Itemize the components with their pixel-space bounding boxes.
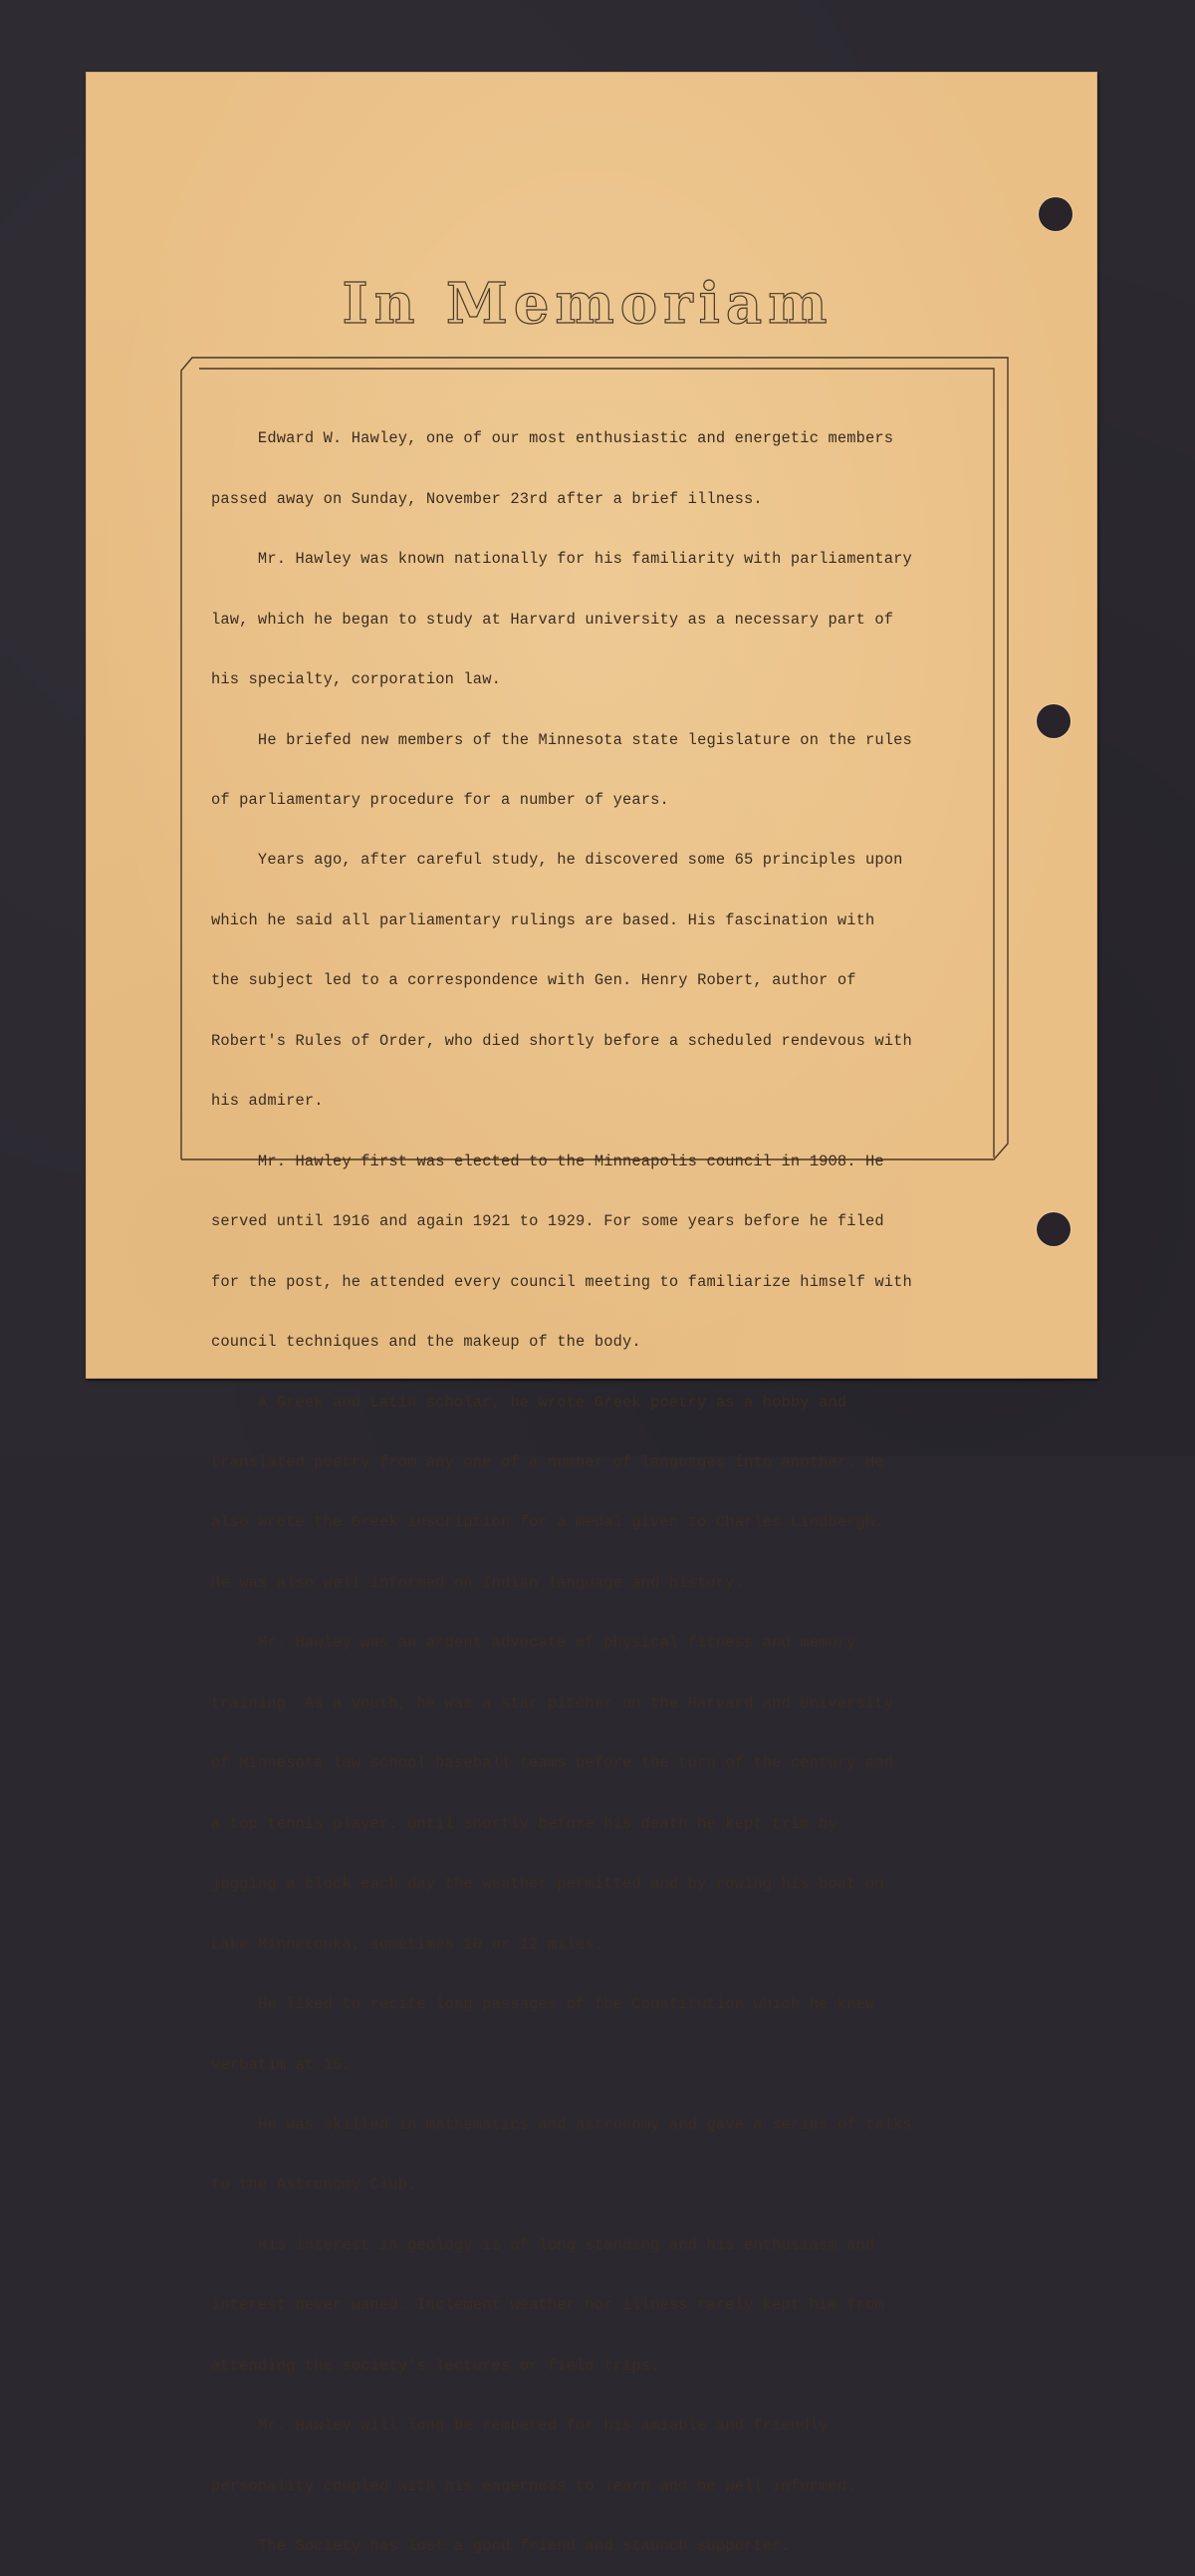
text-line: translated poetry from any one of a number of languages into another. He [211, 1453, 884, 1472]
text-line: verbatim at 15. [211, 2055, 352, 2074]
text-line: to the Astronomy Club. [211, 2176, 417, 2194]
text-line: jogging a block each day the weather permitted and by rowing his boat on [211, 1875, 884, 1894]
text-line: which he said all parliamentary rulings are based. His fascination with [211, 910, 875, 929]
page-title: In Memoriam [342, 271, 834, 337]
text-line: Mr. Hawley was an ardent advocate of physical fitness and memory [211, 1634, 856, 1653]
text-line: training. As a youth, he was a star pitcher on the Harvard and University [211, 1693, 894, 1712]
text-line: He was skilled in mathematics and astronomy and gave a series of talks [211, 2116, 912, 2134]
text-line: interest never waned. Inclement weather nor illness rarely kept him from [211, 2296, 884, 2315]
text-line: passed away on Sunday, November 23rd after a brief illness. [211, 489, 763, 508]
text-line: Mr. Hawley first was elected to the Minneapolis council in 1908. He [211, 1152, 884, 1170]
text-line: also wrote the Greek inscription for a medal given to Charles Lindbergh. [211, 1513, 884, 1532]
text-line: Lake Minnetonka, sometimes 10 or 12 miles. [211, 1934, 604, 1953]
text-line: law, which he began to study at Harvard university as a necessary part of [211, 610, 894, 629]
text-line: a top tennis player. Until shortly before his death he kept trim by [211, 1814, 837, 1833]
text-line: A Greek and Latin scholar, he wrote Greek poetry as a hobby and [211, 1393, 847, 1412]
text-line: Robert's Rules of Order, who died shortly before a scheduled rendevous with [211, 1031, 912, 1050]
text-line: council techniques and the makeup of the body. [211, 1333, 641, 1352]
text-line: the subject led to a correspondence with Gen. Henry Robert, author of [211, 971, 856, 990]
text-line: He briefed new members of the Minnesota state legislature on the rules [211, 730, 912, 749]
text-line: Mr. Hawley will long be rembered for his amiable and friendly [211, 2417, 829, 2436]
text-line: of Minnesota law school baseball teams before the turn of the century and [211, 1754, 894, 1773]
text-line: for the post, he attended every council meeting to familiarize himself with [211, 1272, 912, 1291]
text-line: The Society has lost a good friend and staunch supporter. [211, 2537, 791, 2556]
text-line: attending the society's lectures or field trips. [211, 2356, 660, 2375]
memorial-body [211, 388, 968, 2576]
text-line: Edward W. Hawley, one of our most enthusiastic and energetic members [211, 429, 894, 448]
text-line: of parliamentary procedure for a number of years. [211, 791, 669, 810]
text-line: Mr. Hawley was known nationally for his familiarity with parliamentary [211, 550, 912, 569]
text-line: his specialty, corporation law. [211, 670, 501, 689]
text-line: served until 1916 and again 1921 to 1929. For some years before he filed [211, 1212, 884, 1231]
text-line: his admirer. [211, 1092, 324, 1111]
text-line: Years ago, after careful study, he discovered some 65 principles upon [211, 851, 903, 870]
text-line: He was also well informed on Indian language and history. [211, 1573, 744, 1592]
text-line: His interest in geology is of long standing and his enthusiasm and [211, 2235, 875, 2254]
text-line: He liked to recite long passages of the Constitution which he knew [211, 1995, 875, 2014]
text-line: personality coupled with his eagerness to learn and be well informed. [211, 2476, 856, 2495]
